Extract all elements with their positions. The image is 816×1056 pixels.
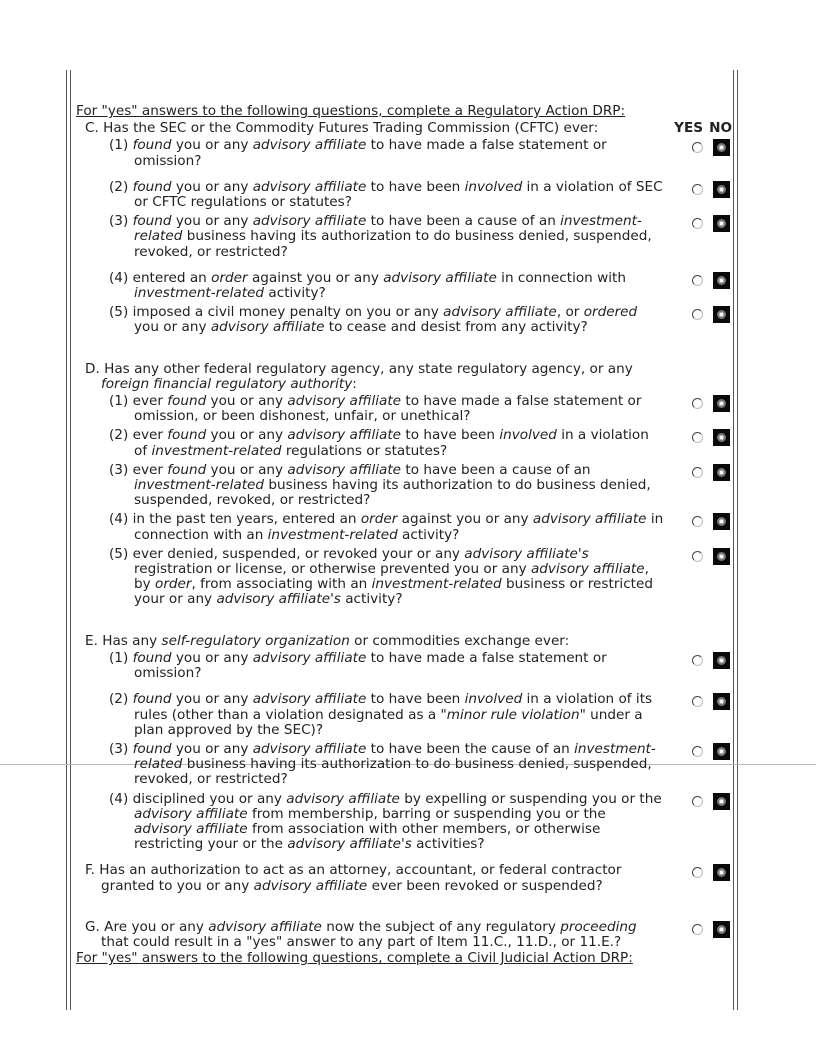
question-text: F. Has an authorization to act as an attorney, accountant, or federal contractor granted to you or any advisory affiliate ever been revoked or suspended? — [85, 862, 622, 894]
question-text: (4) in the past ten years, entered an order against you or any advisory affiliate in connection with an investment-related activity? — [109, 511, 664, 543]
selected-dot-icon — [717, 656, 726, 665]
question-c5 — [76, 305, 732, 335]
selected-dot-icon — [717, 868, 726, 877]
question-text: (2) found you or any advisory affiliate to have been involved in a violation of SEC or CFTC regulations or statutes? — [109, 178, 663, 211]
yes-radio[interactable] — [692, 551, 703, 562]
right-border-rule — [733, 70, 738, 1010]
no-radio[interactable] — [713, 743, 730, 760]
selected-dot-icon — [717, 468, 726, 477]
yes-radio[interactable] — [692, 432, 703, 443]
answer-radios — [674, 742, 732, 760]
no-radio[interactable] — [713, 864, 730, 881]
question-d5 — [76, 547, 732, 608]
question-text: (3) found you or any advisory affiliate to have been a cause of an investment-related business having its authorization to do business denied, suspended, revoked, or restricted? — [109, 213, 652, 260]
question-text: (4) entered an order against you or any advisory affiliate in connection with investment-related activity? — [109, 269, 626, 302]
yes-radio[interactable] — [692, 655, 703, 666]
answer-radios — [674, 138, 732, 156]
yes-radio[interactable] — [692, 867, 703, 878]
answer-radios — [674, 792, 732, 810]
no-radio[interactable] — [713, 272, 730, 289]
selected-dot-icon — [717, 310, 726, 319]
question-text: (2) ever found you or any advisory affiliate to have been involved in a violation of investment-related regulations or statutes? — [109, 427, 649, 459]
question-text: (5) imposed a civil money penalty on you or any advisory affiliate, or ordered you or any advisory affiliate to cease and desist from any activity? — [109, 304, 638, 336]
selected-dot-icon — [717, 219, 726, 228]
no-radio[interactable] — [713, 139, 730, 156]
selected-dot-icon — [717, 517, 726, 526]
question-c3 — [76, 214, 732, 260]
answer-radios — [674, 512, 732, 530]
no-radio[interactable] — [713, 921, 730, 938]
yes-radio[interactable] — [692, 275, 703, 286]
yes-radio[interactable] — [692, 184, 703, 195]
selected-dot-icon — [717, 185, 726, 194]
left-border-rule — [66, 70, 71, 1010]
yes-radio[interactable] — [692, 696, 703, 707]
selected-dot-icon — [717, 552, 726, 561]
answer-radios — [674, 547, 732, 565]
regulatory-drp-instruction: For "yes" answers to the following questions, complete a Regulatory Action DRP: — [76, 103, 626, 119]
question-text: (4) disciplined you or any advisory affiliate by expelling or suspending you or the advisory affiliate from membership, barring or suspending you or the advisory affiliate from association with other members, or otherwise restricting your or the advisory affiliate's activities? — [109, 790, 662, 853]
section-d-question: D. Has any other federal regulatory agency, any state regulatory agency, or any foreign financial regulatory authority: — [85, 360, 633, 392]
no-radio[interactable] — [713, 652, 730, 669]
yes-radio[interactable] — [692, 309, 703, 320]
yes-radio[interactable] — [692, 142, 703, 153]
no-radio[interactable] — [713, 548, 730, 565]
no-radio[interactable] — [713, 181, 730, 198]
answer-radios — [674, 651, 732, 669]
question-d4 — [76, 512, 732, 542]
answer-radios — [674, 463, 732, 481]
question-text: (1) ever found you or any advisory affiliate to have made a false statement or omission, or been dishonest, unfair, or unethical? — [109, 393, 642, 425]
section-c-question: C. Has the SEC or the Commodity Futures Trading Commission (CFTC) ever: — [85, 120, 599, 137]
yes-column-label: YES — [674, 120, 704, 137]
selected-dot-icon — [717, 143, 726, 152]
yes-radio[interactable] — [692, 516, 703, 527]
section-d-header — [76, 362, 732, 392]
question-text: (1) found you or any advisory affiliate to have made a false statement or omission? — [109, 137, 607, 169]
question-e3 — [76, 742, 732, 788]
yes-radio[interactable] — [692, 746, 703, 757]
question-c1 — [76, 138, 732, 168]
selected-dot-icon — [717, 697, 726, 706]
section-c-header — [76, 121, 732, 136]
question-text: (3) found you or any advisory affiliate to have been the cause of an investment-related business having its authorization to do business denied, suspended, revoked, or restricted? — [109, 740, 656, 788]
selected-dot-icon — [717, 399, 726, 408]
selected-dot-icon — [717, 925, 726, 934]
yes-no-header — [674, 121, 732, 136]
selected-dot-icon — [717, 276, 726, 285]
answer-radios — [674, 692, 732, 710]
question-g — [76, 920, 732, 950]
form-content — [76, 104, 732, 966]
selected-dot-icon — [717, 747, 726, 756]
no-radio[interactable] — [713, 513, 730, 530]
answer-radios — [674, 863, 732, 881]
answer-radios — [674, 920, 732, 938]
answer-radios — [674, 305, 732, 323]
yes-radio[interactable] — [692, 796, 703, 807]
no-column-label: NO — [709, 120, 732, 137]
question-c4 — [76, 271, 732, 301]
question-e1 — [76, 651, 732, 681]
question-text: (5) ever denied, suspended, or revoked your or any advisory affiliate's registration or license, or otherwise prevented you or any advisory affiliate, by order, from associating with an investment-related business or restricted your or any advisory affiliate's activity? — [109, 545, 653, 608]
question-e4 — [76, 792, 732, 853]
question-text: (3) ever found you or any advisory affiliate to have been a cause of an investment-related business having its authorization to do business denied, suspended, revoked, or restricted? — [109, 461, 651, 509]
yes-radio[interactable] — [692, 467, 703, 478]
question-d1 — [76, 394, 732, 424]
answer-radios — [674, 180, 732, 198]
question-c2 — [76, 180, 732, 210]
no-radio[interactable] — [713, 429, 730, 446]
no-radio[interactable] — [713, 793, 730, 810]
answer-radios — [674, 271, 732, 289]
no-radio[interactable] — [713, 693, 730, 710]
yes-radio[interactable] — [692, 218, 703, 229]
no-radio[interactable] — [713, 464, 730, 481]
answer-radios — [674, 214, 732, 232]
no-radio[interactable] — [713, 215, 730, 232]
section-e-header — [76, 634, 732, 649]
yes-radio[interactable] — [692, 398, 703, 409]
question-text: G. Are you or any advisory affiliate now the subject of any regulatory proceeding that could result in a "yes" answer to any part of Item 11.C., 11.D., or 11.E.? — [85, 918, 637, 950]
yes-radio[interactable] — [692, 924, 703, 935]
answer-radios — [674, 394, 732, 412]
question-f — [76, 863, 732, 893]
answer-radios — [674, 428, 732, 446]
no-radio[interactable] — [713, 395, 730, 412]
question-d3 — [76, 463, 732, 509]
section-e-question: E. Has any self-regulatory organization or commodities exchange ever: — [85, 632, 570, 649]
question-text: (1) found you or any advisory affiliate to have made a false statement or omission? — [109, 649, 607, 682]
question-text: (2) found you or any advisory affiliate to have been involved in a violation of its rules (other than a violation designated as a "minor rule violation" under a plan approved by the SEC)? — [109, 691, 653, 738]
question-e2 — [76, 692, 732, 738]
civil-drp-instruction: For "yes" answers to the following questions, complete a Civil Judicial Action DRP: — [76, 950, 633, 967]
question-d2 — [76, 428, 732, 458]
no-radio[interactable] — [713, 306, 730, 323]
selected-dot-icon — [717, 797, 726, 806]
selected-dot-icon — [717, 433, 726, 442]
